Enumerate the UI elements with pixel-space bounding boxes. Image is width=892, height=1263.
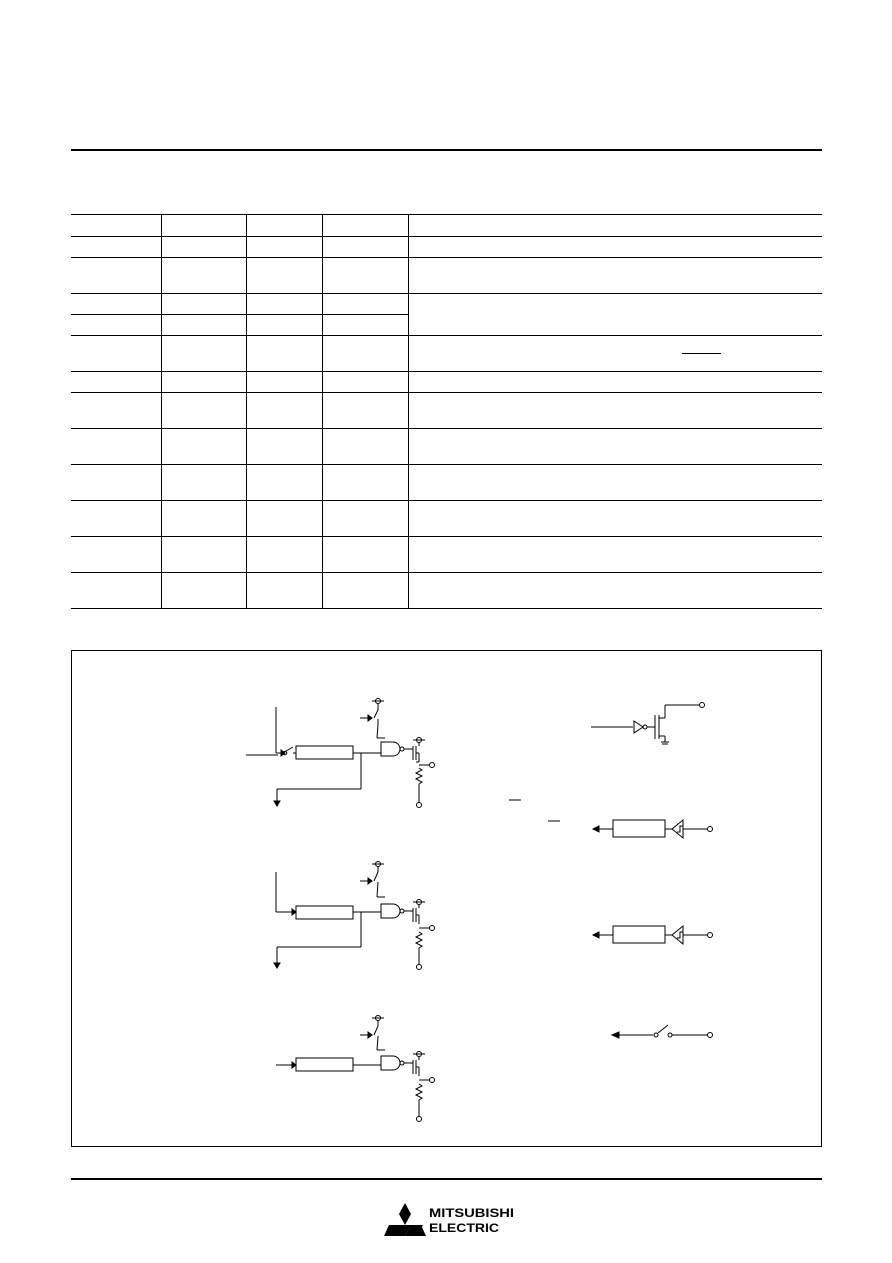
schmitt-input-1: [509, 800, 713, 838]
analog-switch-input: [612, 1025, 713, 1038]
input-latch-block: [613, 926, 665, 943]
mitsubishi-electric-logo: [382, 1203, 516, 1243]
three-diamond-logo-icon: [384, 1203, 426, 1236]
resistor-icon: [416, 1084, 422, 1100]
nand-gate-icon: [381, 1056, 404, 1070]
switch-icon: [658, 1025, 668, 1033]
top-rule: [71, 149, 822, 151]
resistor-icon: [416, 768, 422, 784]
schmitt-buffer-icon: [672, 820, 683, 838]
bottom-rule: [71, 1178, 822, 1180]
io-circuit-diagrams: [71, 650, 822, 1147]
logo-text-line1: MITSUBISHI: [429, 1206, 514, 1220]
open-drain-output: [591, 703, 705, 745]
mosfet-icon: [655, 705, 699, 744]
nand-gate-icon: [381, 904, 404, 918]
port-circuit-1: [246, 699, 435, 808]
nand-gate-icon: [381, 742, 404, 756]
resistor-icon: [416, 932, 422, 948]
pin-description-table: [71, 214, 822, 609]
input-latch-block: [613, 820, 665, 837]
buffer-icon: [634, 721, 647, 733]
port-circuit-2: [274, 862, 435, 970]
logo-text-line2: ELECTRIC: [429, 1221, 500, 1235]
register-block: [296, 906, 353, 919]
schmitt-buffer-icon: [672, 926, 683, 944]
register-block: [296, 1058, 353, 1071]
register-block: [296, 746, 353, 759]
port-circuit-3: [276, 1016, 435, 1122]
schmitt-input-2: [593, 926, 713, 944]
